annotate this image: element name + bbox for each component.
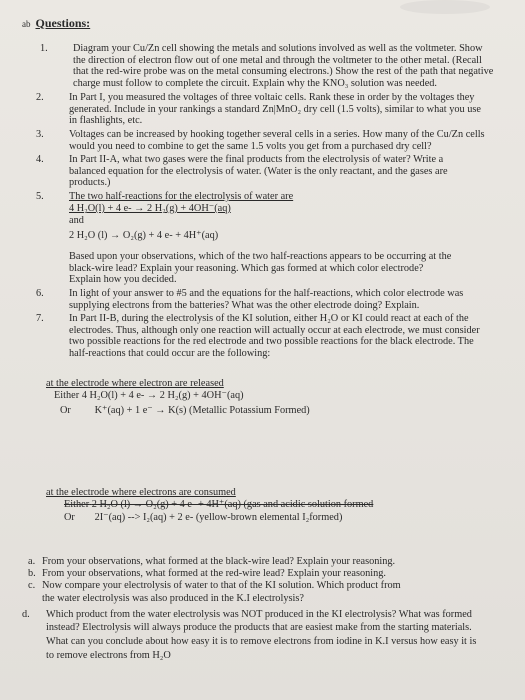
sub-question-b (28, 568, 507, 580)
sub-question-line: instead? Electrolysis will always produce the products that are easiest make from the starting materials. (46, 622, 472, 634)
either-label: Either (64, 498, 90, 510)
half-reaction-1: 4 H₂O(l) + 4 e- → 2 H₂(g) + 4OH⁻(aq) (69, 203, 231, 214)
released-reaction-1 (54, 390, 506, 402)
sub-question-line: the water electrolysis was also produced in the K.I electrolysis? (42, 592, 304, 604)
question-line: products.) (69, 177, 111, 189)
question-5 (36, 191, 510, 203)
question-line: Diagram your Cu/Zn cell showing the metals and solutions involved as well as the voltmeter. Show (73, 43, 483, 54)
question-line: two possible reactions for the red electrode and two possible reactions for the black electrode. The (69, 336, 474, 348)
question-line: In Part II-B, during the electrolysis of the KI solution, either H₂O or KI could react at each of the (69, 313, 469, 324)
question-line: charge must follow to complete the circuit. Explain why the KNO₃ solution was needed. (73, 77, 437, 89)
question-line: Voltages can be increased by hooking together several cells in a series. How many of the Cu/Zn cells (69, 129, 485, 140)
consumed-reaction-2 (64, 512, 516, 524)
question-1 (40, 43, 510, 89)
question-line: that the red-wire probe was on the metal consuming electrons.) Show the rest of the path that negative (73, 66, 494, 78)
released-equation-2: K⁺(aq) + 1 e⁻ → K(s) (Metallic Potassium Formed) (94, 405, 310, 417)
sub-question-line: What can you conclude about how easy it is to remove electrons from iodine in K.I versus how easy it is (46, 636, 477, 647)
page-header (22, 16, 90, 31)
released-equation-1: 4 H₂O(l) + 4 e- → 2 H₂(g) + 4OH⁻(aq) (81, 389, 244, 401)
header-prefix: ab (22, 19, 31, 29)
sub-question-letter: a. (28, 556, 36, 567)
consumed-electrode-block (46, 487, 516, 524)
question-number: 2. (36, 92, 44, 103)
sub-question-line: to remove electrons from H₂O (46, 649, 171, 661)
sub-question-c (28, 580, 507, 604)
sub-question-letter: d. (22, 608, 30, 620)
question-number: 6. (36, 288, 44, 299)
question-2 (36, 92, 510, 127)
question-4 (36, 154, 510, 189)
or-label: Or (64, 512, 75, 524)
sub-question-line: Now compare your electrolysis of water to that of the KI solution. Which product from (42, 580, 401, 592)
question-number: 1. (40, 43, 48, 54)
consumed-equation-1: 2 H₂O (l) → O₂(g) + 4 e- + 4H⁺(aq) (gas and acidic solution formed (91, 498, 374, 510)
question-number: 5. (36, 191, 44, 202)
sub-question-line: From your observations, what formed at the black-wire lead? Explain your reasoning. (42, 556, 396, 567)
consumed-heading: at the electrode where electrons are consumed (46, 487, 236, 498)
question-line: The two half-reactions for the electrolysis of water are (69, 191, 294, 202)
question-number: 3. (36, 129, 44, 140)
sub-question-list (22, 556, 507, 662)
question-5-continued (69, 251, 509, 286)
sub-question-a (28, 556, 507, 568)
sub-question-line: Which product from the water electrolysis was NOT produced in the KI electrolysis? What was formed (46, 608, 472, 620)
question-line: half-reactions that could occur are the following: (69, 347, 271, 359)
half-reaction-2: 2 H₂O (l) → O₂(g) + 4 e- + 4H⁺(aq) (69, 230, 219, 242)
question-line: In Part I, you measured the voltages of three voltaic cells. Rank these in order by the voltages they (69, 92, 475, 103)
question-3 (36, 129, 510, 152)
sub-question-letter: b. (28, 568, 36, 580)
or-label: Or (60, 405, 71, 417)
question-7 (36, 313, 510, 359)
question-line: generated. Include in your rankings a standard Zn|MnO₂ dry cell (1.5 volts), similar to what you use (69, 103, 481, 115)
consumed-reaction-1 (64, 499, 516, 511)
sub-question-d (22, 608, 507, 662)
question-line: electrodes. Thus, although only one reaction will actually occur at each electrode, we must consider (69, 324, 480, 336)
question-line: Explain how you decided. (69, 274, 177, 286)
question-line: in flashlights, etc. (69, 115, 143, 127)
sub-question-line: From your observations, what formed at the red-wire lead? Explain your reasoning. (42, 568, 386, 580)
half-reaction-and: and (69, 214, 84, 226)
header-title: Questions: (35, 16, 91, 30)
consumed-equation-2: 2I⁻(aq) --> I₂(aq) + 2 e- (yellow-brown elemental I₂formed) (94, 512, 343, 524)
question-number: 7. (36, 313, 44, 324)
scan-smudge (400, 0, 490, 14)
question-line: balanced equation for the electrolysis of water. (Water is the only reactant, and the gases are (69, 165, 448, 177)
half-reaction-block (69, 203, 231, 242)
question-number: 4. (36, 154, 44, 165)
question-line: would you need to combine to get the same 1.5 volts you get from a purchased dry cell? (69, 140, 432, 152)
question-line: supplying electrons from the batteries? What was the other electrode doing? Explain. (69, 299, 420, 311)
question-line: black-wire lead? Explain your reasoning. Which gas formed at which color electrode? (69, 262, 424, 274)
released-electrode-block (46, 378, 506, 417)
question-line: In Part II-A, what two gases were the final products from the electrolysis of water? Write a (69, 154, 444, 165)
sub-question-letter: c. (28, 580, 36, 592)
question-6 (36, 288, 510, 311)
released-heading: at the electrode where electron are released (46, 378, 224, 389)
question-line: the direction of electron flow out of one metal and through the voltmeter to the other metal. (Recall (73, 54, 482, 66)
either-label: Either (54, 389, 80, 401)
question-line: In light of your answer to #5 and the equations for the half-reactions, which color electrode was (69, 288, 464, 299)
question-line: Based upon your observations, which of the two half-reactions appears to be occurring at the (69, 251, 452, 262)
released-reaction-2 (60, 405, 506, 417)
